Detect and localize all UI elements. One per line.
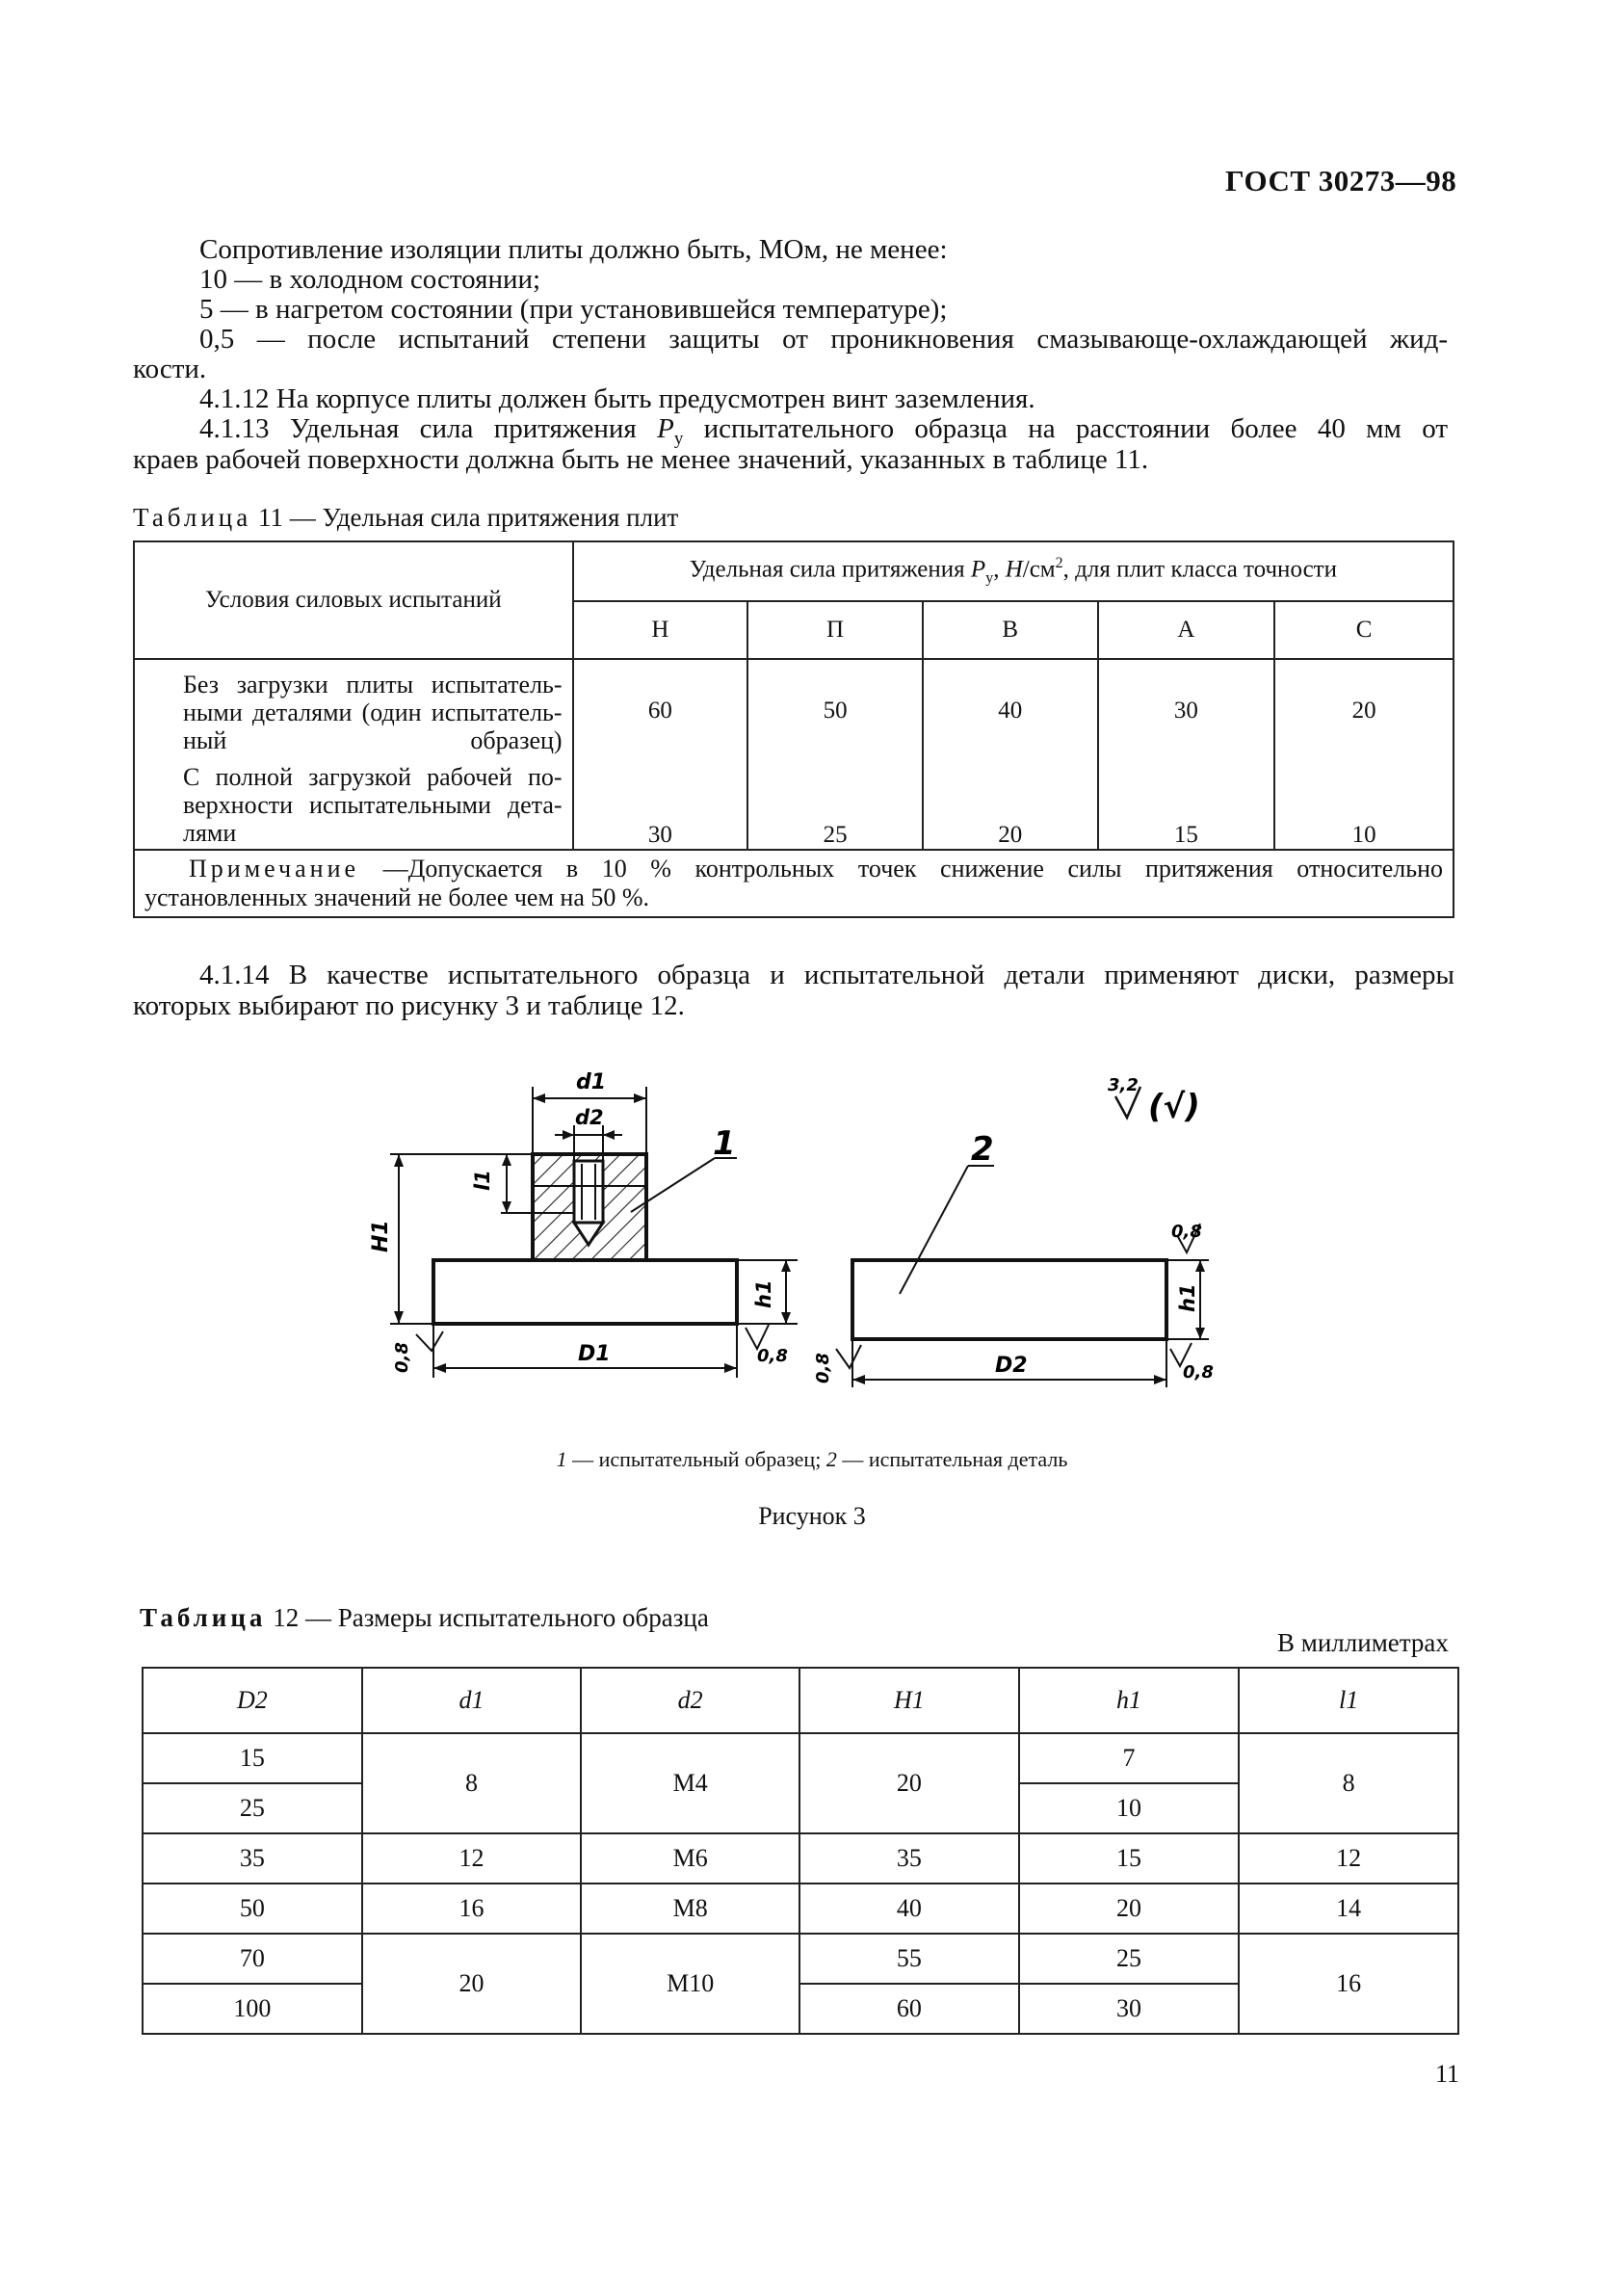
table-cell: М8	[581, 1884, 799, 1934]
table-cell: 50	[143, 1884, 362, 1934]
table-cell: 20	[923, 761, 1098, 850]
table-cell: 50	[747, 659, 923, 761]
document-header: ГОСТ 30273—98	[1225, 164, 1457, 198]
table-cell: 25	[143, 1783, 362, 1833]
figure-caption: Рисунок 3	[758, 1502, 866, 1530]
table-cell: 30	[1098, 659, 1275, 761]
table-cell: 10	[1019, 1783, 1240, 1833]
table-cell: 10	[1274, 761, 1454, 850]
paragraph: 4.1.13 Удельная сила притяжения $P_у$ испытательного образца на расстоянии более 40 мм от	[199, 413, 1448, 449]
table-cell: 40	[799, 1884, 1019, 1934]
figure-3-drawing	[366, 1060, 1233, 1407]
table-cell: 20	[799, 1733, 1019, 1833]
marker-1: 1	[713, 1124, 736, 1163]
label-d2: d2	[575, 1106, 604, 1129]
table-11	[133, 540, 1454, 918]
paragraph: 5 — в нагретом состоянии (при установившейся температуре);	[199, 294, 948, 325]
table-cell: 15	[143, 1733, 362, 1783]
table-header-cell: Условия силовых испытаний	[134, 541, 573, 659]
label-roughness: 0,8	[1171, 1222, 1202, 1242]
table-note: Примечание —Допускается в 10 % контрольных точек снижение силы притяжения относительно установленных значений не более чем на 50 %.	[134, 850, 1454, 917]
table-units: В миллиметрах	[1277, 1628, 1449, 1657]
paragraph: 4.1.12 На корпусе плиты должен быть предусмотрен винт заземления.	[199, 383, 1035, 414]
table-cell: 20	[1274, 659, 1454, 761]
paragraph: Сопротивление изоляции плиты должно быть, МОм, не менее:	[199, 234, 948, 265]
table-cell: 30	[1019, 1984, 1240, 2034]
paragraph: кости.	[133, 354, 207, 384]
table-cell: М10	[581, 1934, 799, 2034]
table-cell: 16	[362, 1884, 582, 1934]
label-h1: h1	[752, 1279, 775, 1308]
label-roughness: 0,8	[392, 1342, 412, 1373]
table-cell: 8	[1239, 1733, 1458, 1833]
table-cell: С полной загрузкой рабочей поверхности испытательными деталями	[134, 761, 573, 850]
label-d1: d1	[576, 1070, 607, 1094]
test-part-disk-right	[852, 1260, 1166, 1339]
page-number: 11	[1435, 2060, 1460, 2088]
paragraph: 4.1.14 В качестве испытательного образца и испытательной детали применяют диски, размеры	[199, 960, 1454, 990]
table-header-cell: П	[747, 601, 923, 659]
table-header-cell: С	[1274, 601, 1454, 659]
table-header-cell: Н	[573, 601, 748, 659]
paragraph: которых выбирают по рисунку 3 и таблице 12.	[133, 990, 685, 1021]
table-cell: 60	[799, 1984, 1019, 2034]
table-cell: 15	[1098, 761, 1275, 850]
table-cell: 12	[362, 1833, 582, 1884]
label-h1: h1	[1176, 1283, 1199, 1312]
table-cell: 20	[362, 1934, 582, 2034]
label-roughness: 0,8	[813, 1353, 833, 1383]
table-cell: 60	[573, 659, 748, 761]
table-cell: 30	[573, 761, 748, 850]
table-cell: 35	[799, 1833, 1019, 1884]
table-cell: 15	[1019, 1833, 1240, 1884]
table-header-cell: d1	[362, 1668, 582, 1733]
table-header-cell: l1	[1239, 1668, 1458, 1733]
table-cell: Без загрузки плиты испытательными деталями (один испытательный образец)	[134, 659, 573, 761]
table-cell: 16	[1239, 1934, 1458, 2034]
table-cell: 14	[1239, 1884, 1458, 1934]
label-l1: l1	[471, 1170, 494, 1191]
label-roughness: 0,8	[1183, 1362, 1214, 1383]
paragraph: 0,5 — после испытаний степени защиты от проникновения смазывающе-охлаждающей жид-	[199, 324, 1448, 355]
table-header-cell: В	[923, 601, 1098, 659]
table-cell: 25	[1019, 1934, 1240, 1984]
table-cell: 40	[923, 659, 1098, 761]
table-header-cell: h1	[1019, 1668, 1240, 1733]
table-header-cell: Удельная сила притяжения $P_у$, $Н/см^2$, для плит класса точности	[573, 541, 1454, 601]
table-12	[142, 1667, 1459, 2035]
table-cell: 20	[1019, 1884, 1240, 1934]
paragraph: краев рабочей поверхности должна быть не менее значений, указанных в таблице 11.	[133, 444, 1149, 475]
surface-symbol-paren: (√)	[1148, 1088, 1200, 1126]
label-D1: D1	[578, 1342, 611, 1366]
table-cell: М6	[581, 1833, 799, 1884]
table-cell: М4	[581, 1733, 799, 1833]
table-cell: 35	[143, 1833, 362, 1884]
paragraph: 10 — в холодном состоянии;	[199, 264, 541, 295]
table-header-cell: D2	[143, 1668, 362, 1733]
table-cell: 25	[747, 761, 923, 850]
figure-legend: 1 — испытательный образец; 2 — испытательная деталь	[556, 1447, 1068, 1471]
table-header-cell: H1	[799, 1668, 1019, 1733]
table-cell: 7	[1019, 1733, 1240, 1783]
table-caption: Таблица 11 — Удельная сила притяжения плит	[133, 503, 679, 532]
table-caption: Таблица 12 — Размеры испытательного образца	[140, 1603, 709, 1632]
table-cell: 55	[799, 1934, 1019, 1984]
surface-symbol-value: 3,2	[1108, 1075, 1139, 1095]
label-roughness: 0,8	[757, 1346, 788, 1366]
label-D2: D2	[995, 1354, 1028, 1378]
table-cell: 8	[362, 1733, 582, 1833]
test-part-disk-left	[433, 1260, 737, 1324]
table-cell: 70	[143, 1934, 362, 1984]
table-cell: 12	[1239, 1833, 1458, 1884]
marker-2: 2	[971, 1130, 994, 1169]
table-cell: 100	[143, 1984, 362, 2034]
table-header-cell: d2	[581, 1668, 799, 1733]
table-header-cell: А	[1098, 601, 1275, 659]
label-H1: H1	[369, 1220, 393, 1252]
